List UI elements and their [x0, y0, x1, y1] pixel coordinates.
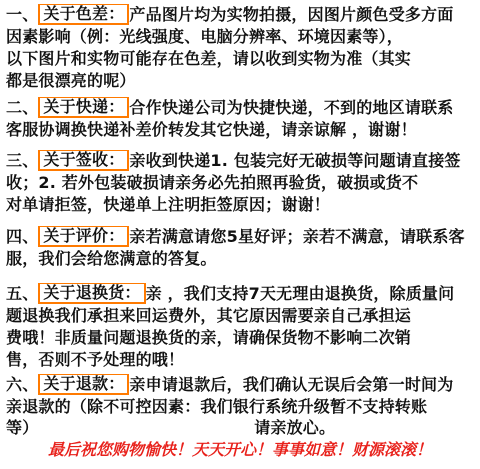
section-line: 客服协调换快递补差价转发其它快递，请亲谅解 ，谢谢！ — [6, 120, 417, 139]
section-text: 合作快递公司为快捷快递，不到的地区请联系 — [129, 98, 454, 117]
section-line: 售，否则不予处理的哦！ — [6, 350, 185, 369]
section-tag: 关于退换货： — [38, 283, 145, 304]
section-text: 亲 ，我们支持7天无理由退换货，除质量问 — [145, 284, 455, 303]
section-tag: 关于退款： — [38, 374, 129, 395]
section-number: 三、 — [6, 151, 39, 170]
section-tag: 关于色差： — [38, 4, 129, 25]
section-line: 亲退款的（除不可控因素：我们银行系统升级暂不支持转账 — [6, 397, 428, 416]
section-number: 一、 — [6, 5, 39, 24]
section-receipt — [6, 150, 476, 216]
section-text: 请亲放心。 — [254, 418, 336, 437]
section-line — [6, 283, 476, 305]
section-line: 都是很漂亮的呢） — [6, 71, 136, 90]
section-line: 对单请拒签，快递单上注明拒签原因；谢谢！ — [6, 195, 331, 214]
section-line: 收；2. 若外包装破损请亲务必先拍照再验货，破损或货不 — [6, 173, 419, 192]
section-tag: 关于签收： — [38, 150, 129, 171]
section-line: 题退换我们承担来回运费外，其它原因需要亲自己承担运 — [6, 306, 412, 325]
section-return-exchange — [6, 283, 476, 371]
section-line: 因素影响（例：光线强度、电脑分辨率、环境因素等）， — [6, 27, 404, 46]
section-number: 六、 — [6, 375, 39, 394]
section-line: 费哦！非质量问题退换货的亲，请确保货物不影响二次销 — [6, 328, 412, 347]
section-text: 等） — [6, 418, 39, 437]
section-text: 亲收到快递1. 包装完好无破损等问题请直接签 — [129, 151, 461, 170]
section-line — [6, 226, 476, 248]
section-number: 二、 — [6, 98, 39, 117]
section-number: 四、 — [6, 227, 39, 246]
section-express — [6, 97, 476, 141]
section-text: 亲申请退款后，我们确认无误后会第一时间为 — [129, 375, 454, 394]
footer-greeting: 最后祝您购物愉快！天天开心！事事如意！财源滚滚！ — [47, 440, 432, 459]
section-text: 亲若满意请您5星好评；亲若不满意，请联系客 — [129, 227, 465, 246]
section-line — [6, 374, 476, 396]
section-color-difference — [6, 4, 476, 92]
section-line: 服，我们会给您满意的答复。 — [6, 249, 217, 268]
section-text: 产品图片均为实物拍摄，因图片颜色受多方面 — [129, 5, 454, 24]
section-review — [6, 226, 476, 270]
section-line — [6, 4, 476, 26]
section-line — [6, 97, 476, 119]
section-line: 以下图片和实物可能存在色差，请以收到实物为准（其实 — [6, 49, 412, 68]
section-tag: 关于评价： — [38, 226, 129, 247]
section-refund — [6, 374, 476, 439]
section-number: 五、 — [6, 284, 39, 303]
section-line — [6, 150, 476, 172]
section-tag: 关于快递： — [38, 97, 129, 118]
section-line — [6, 417, 476, 439]
